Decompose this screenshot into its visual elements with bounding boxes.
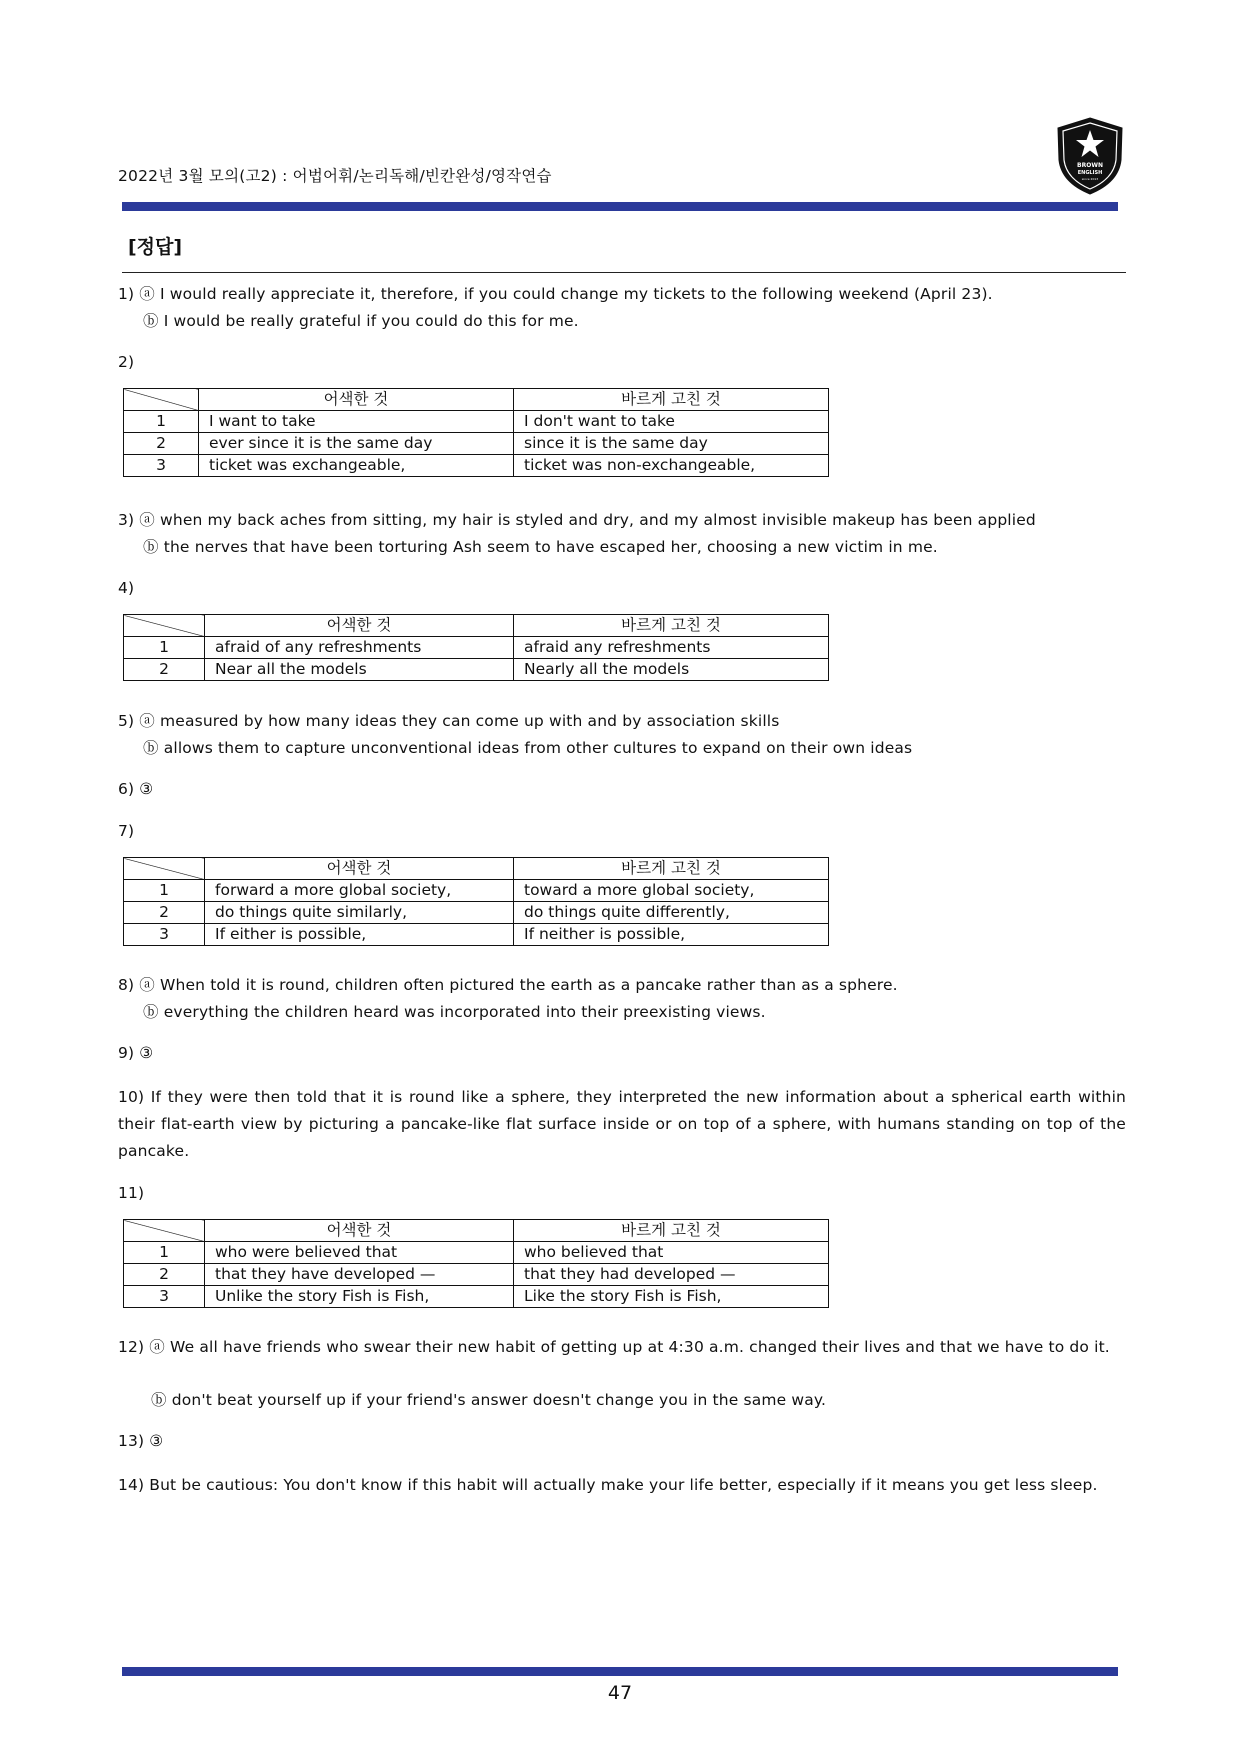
table-corner [124,858,205,880]
q2-table [123,388,829,477]
q13-answer: 13) ③ [118,1432,164,1450]
row-number: 1 [124,411,199,433]
wrong-expression: ticket was exchangeable, [199,455,514,477]
wrong-expression: ever since it is the same day [199,433,514,455]
q4-label: 4) [118,579,135,597]
q11-label: 11) [118,1184,145,1202]
footer-rule [122,1667,1118,1676]
corrected-expression: afraid any refreshments [514,637,829,659]
header-wrong: 어색한 것 [205,858,514,880]
wrong-expression: do things quite similarly, [205,902,514,924]
page-number: 47 [607,1682,633,1704]
corrected-expression: ticket was non-exchangeable, [514,455,829,477]
row-number: 1 [124,637,205,659]
table-header-row [124,1220,829,1242]
q10-answer: 10) If they were then told that it is round like a sphere, they interpreted the new information about a spherical earth within their flat-earth view by picturing a pancake-like flat surface inside or on top of a sphere, with humans standing on top of the pancake. [118,1088,1126,1160]
table-header-row [124,389,829,411]
wrong-expression: If either is possible, [205,924,514,946]
wrong-expression: who were believed that [205,1242,514,1264]
header-right: 바르게 고친 것 [514,1220,829,1242]
q8-answer-a: 8) ⓐ When told it is round, children often pictured the earth as a pancake rather than as a sphere. [118,976,898,994]
wrong-expression: Unlike the story Fish is Fish, [205,1286,514,1308]
heading-divider [122,272,1126,273]
row-number: 2 [124,902,205,924]
table-header-row [124,858,829,880]
row-number: 3 [124,1286,205,1308]
table-corner [124,1220,205,1242]
row-number: 2 [124,1264,205,1286]
header-wrong: 어색한 것 [199,389,514,411]
header-right: 바르게 고친 것 [514,858,829,880]
q11-table [123,1219,829,1308]
table-corner [124,389,199,411]
q8-answer-b: ⓑ everything the children heard was incorporated into their preexisting views. [143,1003,766,1021]
table-row [124,924,829,946]
row-number: 3 [124,924,205,946]
q14-answer: 14) But be cautious: You don't know if this habit will actually make your life better, especially if it means you get less sleep. [118,1476,1098,1494]
q3-answer-b: ⓑ the nerves that have been torturing Ash seem to have escaped her, choosing a new victim in me. [143,538,938,556]
q12-answer-b: ⓑ don't beat yourself up if your friend's answer doesn't change you in the same way. [151,1391,827,1409]
table-row [124,902,829,924]
table-row [124,637,829,659]
row-number: 3 [124,455,199,477]
corrected-expression: Nearly all the models [514,659,829,681]
table-row [124,880,829,902]
answer-heading: [정답] [128,236,183,258]
header-right: 바르게 고친 것 [514,389,829,411]
q1-answer-b: ⓑ I would be really grateful if you could do this for me. [143,312,579,330]
wrong-expression: I want to take [199,411,514,433]
brown-english-shield-logo [1055,116,1125,196]
table-row [124,455,829,477]
row-number: 2 [124,659,205,681]
q3-answer-a: 3) ⓐ when my back aches from sitting, my hair is styled and dry, and my almost invisible makeup has been applied [118,511,1036,529]
header-wrong: 어색한 것 [205,615,514,637]
table-row [124,411,829,433]
table-header-row [124,615,829,637]
wrong-expression: forward a more global society, [205,880,514,902]
table-corner [124,615,205,637]
wrong-expression: that they have developed — [205,1264,514,1286]
table-row [124,1242,829,1264]
logo-text-english: ENGLISH [1077,170,1103,176]
q2-label: 2) [118,353,135,371]
page-header-title: 2022년 3월 모의(고2) : 어법어휘/논리독해/빈칸완성/영작연습 [118,167,552,185]
row-number: 2 [124,433,199,455]
row-number: 1 [124,1242,205,1264]
q9-answer: 9) ③ [118,1044,154,1062]
header-rule [122,202,1118,211]
corrected-expression: who believed that [514,1242,829,1264]
q1-answer-a: 1) ⓐ I would really appreciate it, therefore, if you could change my tickets to the following weekend (April 23). [118,285,993,303]
wrong-expression: afraid of any refreshments [205,637,514,659]
corrected-expression: toward a more global society, [514,880,829,902]
corrected-expression: do things quite differently, [514,902,829,924]
q5-answer-a: 5) ⓐ measured by how many ideas they can come up with and by association skills [118,712,780,730]
q7-label: 7) [118,822,135,840]
corrected-expression: If neither is possible, [514,924,829,946]
logo-text-brown: BROWN [1077,162,1103,169]
corrected-expression: I don't want to take [514,411,829,433]
q5-answer-b: ⓑ allows them to capture unconventional ideas from other cultures to expand on their own ideas [143,739,913,757]
corrected-expression: since it is the same day [514,433,829,455]
q4-table [123,614,829,681]
q12-answer-a: 12) ⓐ We all have friends who swear their new habit of getting up at 4:30 a.m. changed their lives and that we have to do it. [118,1338,1110,1356]
wrong-expression: Near all the models [205,659,514,681]
corrected-expression: Like the story Fish is Fish, [514,1286,829,1308]
table-row [124,433,829,455]
corrected-expression: that they had developed — [514,1264,829,1286]
q6-answer: 6) ③ [118,780,154,798]
table-row [124,659,829,681]
header-wrong: 어색한 것 [205,1220,514,1242]
row-number: 1 [124,880,205,902]
q7-table [123,857,829,946]
logo-text-since: since 2013 [1081,177,1099,181]
table-row [124,1286,829,1308]
table-row [124,1264,829,1286]
header-right: 바르게 고친 것 [514,615,829,637]
